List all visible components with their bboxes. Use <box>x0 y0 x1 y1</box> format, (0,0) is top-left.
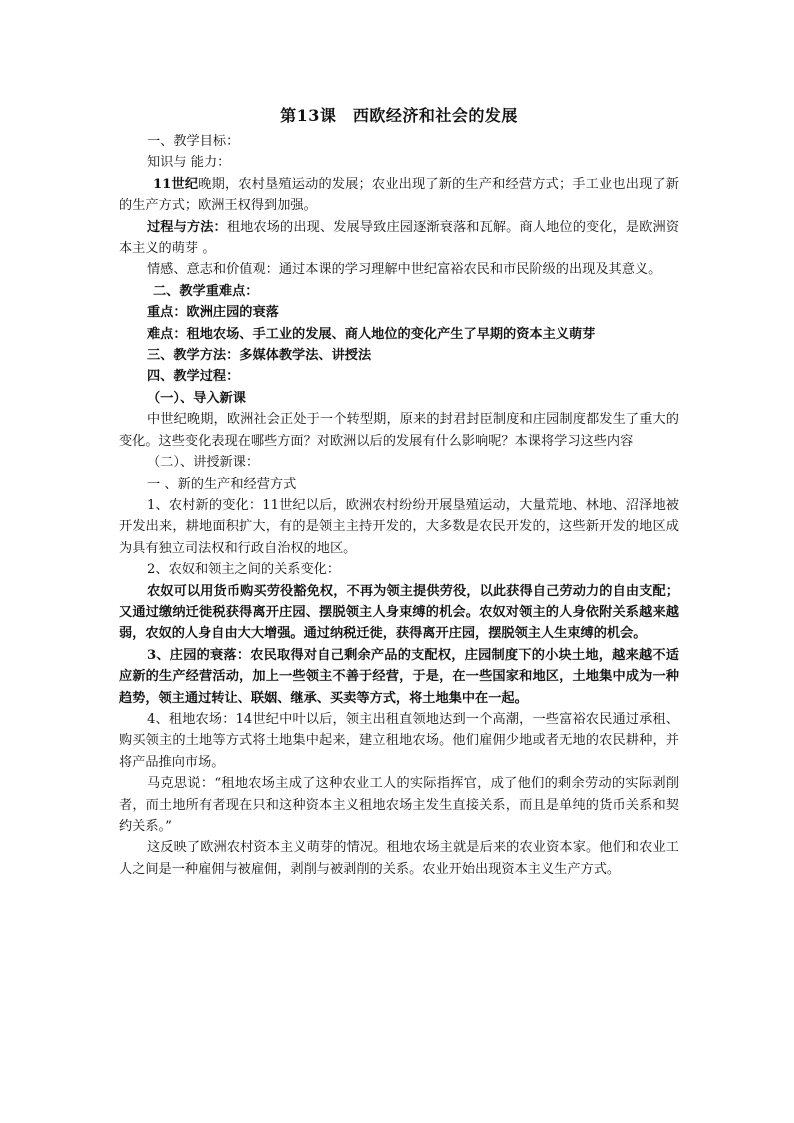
item-2-text: 农奴可以用货币购买劳役豁免权，不再为领主提供劳役，以此获得自己劳动力的自由支配；又通过缴纳迁徙税获得离开庄园、摆脱领主人身束缚的机会。农奴对领主的人身依附关系越来越弱，农奴的人身自由大大增强。通过纳税迁徙，获得离开庄园，摆脱领主人生束缚的机会。 <box>119 583 679 642</box>
key-point: 重点：欧洲庄园的衰落 <box>147 305 279 321</box>
section-key-points-heading: 二、教学重难点： <box>153 283 259 299</box>
intro-text: 中世纪晚期，欧洲社会正处于一个转型期，原来的封君封臣制度和庄园制度都发生了重大的变化。这些变化表现在哪些方面？对欧洲以后的发展有什么影响呢？本课将学习这些内容 <box>119 412 679 449</box>
document-page <box>119 104 679 880</box>
conclusion: 这反映了欧洲农村资本主义萌芽的情况。租地农场主就是后来的农业资本家。他们和农业工人之间是一种雇佣与被雇佣，剥削与被剥削的关系。农业开始出现资本主义生产方式。 <box>119 840 679 877</box>
intro-heading: （一）、导入新课 <box>147 390 246 406</box>
difficult-point: 难点：租地农场、手工业的发展、商人地位的变化产生了早期的资本主义萌芽 <box>147 326 596 342</box>
section-methods-heading: 三、教学方法：多媒体教学法、讲授法 <box>147 348 372 364</box>
new-lesson-subheading: 一 、新的生产和经营方式 <box>147 476 297 492</box>
section-process-heading: 四、教学过程： <box>147 369 240 385</box>
item-3: 3、庄园的衰落：农民取得对自己剩余产品的支配权，庄园制度下的小块土地，越来越不适应新的生产经营活动，加上一些领主不善于经营，于是，在一些国家和地区，土地集中成为一种趋势，领主通过转让、联姻、继承、买卖等方式，将土地集中在一起。 <box>119 647 679 706</box>
item-4: 4、租地农场：14世纪中叶以后，领主出租直领地达到一个高潮，一些富裕农民通过承租、购买领主的土地等方式将土地集中起来，建立租地农场。他们雇佣少地或者无地的农民耕种，并将产品推向市场。 <box>119 711 679 770</box>
process-method-text <box>119 217 679 260</box>
knowledge-body: 晚期，农村垦殖运动的发展；农业出现了新的生产和经营方式；手工业也出现了新的生产方式；欧洲王权得到加强。 <box>119 176 679 214</box>
century-bold: 11世纪 <box>153 176 199 192</box>
emotion-values-text: 情感、意志和价值观：通过本课的学习理解中世纪富裕农民和市民阶级的出现及其意义。 <box>147 262 662 278</box>
item-2-heading: 2、农奴和领主之间的关系变化： <box>147 562 341 578</box>
knowledge-ability-text <box>119 174 679 217</box>
new-lesson-heading: （二）、讲授新课： <box>147 455 260 471</box>
process-method-body: 租地农场的出现、发展导致庄园逐渐衰落和瓦解。商人地位的变化，是欧洲资本主义的萌芽 。 <box>119 219 680 257</box>
marx-quote: 马克思说：“租地农场主成了这种农业工人的实际指挥官，成了他们的剩余劳动的实际剥削者，而土地所有者现在只和这种资本主义租地农场主发生直接关系，而且是单纯的货币关系和契约关系。” <box>119 776 679 834</box>
process-method-label: 过程与方法： <box>147 219 227 235</box>
knowledge-ability-label: 知识与 能力： <box>147 155 231 171</box>
section-objectives-heading: 一、教学目标： <box>147 134 240 149</box>
lesson-title: 第13课 西欧经济和社会的发展 <box>280 106 518 125</box>
item-1: 1、农村新的变化：11世纪以后，欧洲农村纷纷开展垦殖运动，大量荒地、林地、沼泽地被开发出来，耕地面积扩大，有的是领主主持开发的，大多数是农民开发的，这些新开发的地区成为具有独立司法权和行政自治权的地区。 <box>119 497 679 556</box>
